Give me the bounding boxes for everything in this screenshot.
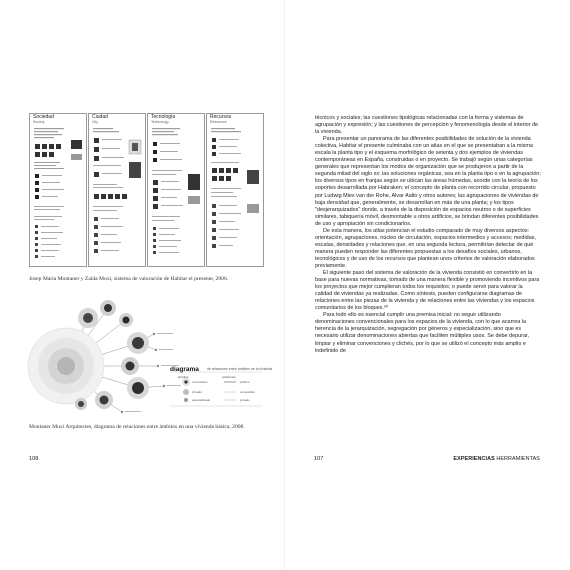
- card-title: Sociedad: [33, 114, 54, 120]
- card-subtitle: Resources: [210, 120, 227, 124]
- figure-caption-1: Josep Maria Montaner y Zaida Muxí, sistema de valoración de Habitar el presente, 2006.: [29, 276, 229, 282]
- legend-label: privado: [240, 398, 250, 402]
- page-number-left: 108: [29, 456, 39, 462]
- card-sociedad: [29, 113, 87, 267]
- card-ciudad-graphics: [89, 114, 145, 266]
- card-title: Recursos: [210, 114, 232, 120]
- card-subtitle: Technology: [151, 120, 169, 124]
- paragraph: técnicos y sociales; las cuestiones tipológicas relacionadas con la forma y sistemas de agrupación y expresión; y las cuestiones de percepción y fenomenología desde el interior de la vivienda.: [315, 115, 539, 136]
- page-number-right: 107: [314, 456, 324, 462]
- legend-label: privado: [192, 390, 202, 394]
- legend-label: comunitario: [192, 380, 208, 384]
- legend-label: especializado: [192, 398, 211, 402]
- legend-label: compartido: [240, 390, 255, 394]
- card-subtitle: City: [92, 120, 99, 124]
- right-page: [285, 0, 570, 570]
- diagram-subtitle: de relaciones entre ámbitos de la vivienda: [207, 367, 273, 371]
- legend-header-relaciones: relaciones: [222, 375, 236, 379]
- running-header: [453, 456, 540, 462]
- figure-caption-2: Montaner Muxí Arquitectes, diagrama de relaciones entre ámbitos en una vivienda básica, 2008.: [29, 424, 245, 430]
- card-recursos: [206, 113, 264, 267]
- paragraph: Para todo ello es esencial cumplir una premisa inicial: no seguir utilizando denominaciones convencionales para los espacios de la vivienda, con lo que acarrea la herencia de la jerarquización, segregación por géneros y especialización, sino que es necesario utilizar denominaciones abiertas que faciliten múltiples usos. Se debe depurar, limpiar y eliminar convenciones y clichés, por lo que se utilizó el concepto más amplio e indefinido de: [315, 312, 529, 354]
- card-title: Tecnología: [151, 114, 176, 120]
- paragraph: Para presentar un panorama de las diferentes posibilidades de solución de la vivienda colectiva, Habitar el presente culminaba con un atlas en el que se presentaban a la misma escala la planta tipo y el esquema morfológico de setenta y dos ejemplos de viviendas contemporáneas en España, construidas o en proyecto. Se trabajó según unas categorías generales que representan los modos de organización que se produjeron a partir de la segunda mitad del siglo xx: las soluciones orgánicas, sea en la planta tipo o en la agrupación; los diversos tipos en franjas según se ubican las áreas húmedas, acorde con la teoría de los soportes desarrollada por Habraken; el concepto de planta con recorrido circular, propuesto por Ludwig Mies van der Rohe, Alvar Aalto y otros autores; las agrupaciones de viviendas de baja densidad que, generalmente, se desarrollan en más de una planta; y los tipos "desjerarquizados" donde, a través de la disposición de espacios neutros o de superficies similares, tabiquería móvil, desmontable u otros artificios, se brindan diferentes posibilidades de uso y apropiación sin condicionarlos.: [315, 136, 541, 227]
- body-text: [315, 115, 541, 355]
- card-sociedad-graphics: [30, 114, 86, 266]
- card-tecnologia: [147, 113, 205, 267]
- card-subtitle: Society: [33, 120, 45, 124]
- paragraph: De esta manera, los atlas potencian el estudio comparado de muy diversos aspectos: orientación, agrupaciones, núcleo de circulación, espacios intermedios y accesos; medidas, escalas, densidades y relaciones que, en una segunda lectura, permitirían detectar de qué manera pueden responder las diferentes propuestas a los desafíos sociales, urbanos, tecnológicos y de uso de los recursos que plantean unos criterios de valoración elaborados previamente.: [315, 227, 536, 269]
- relations-bubble-diagram: [26, 288, 276, 423]
- section-label-bold: EXPERIENCIAS: [453, 456, 495, 462]
- card-ciudad: [88, 113, 146, 267]
- card-recursos-graphics: [207, 114, 263, 266]
- legend-label: público: [240, 380, 250, 384]
- card-tecnologia-graphics: [148, 114, 204, 266]
- legend-header-ambitos: ámbitos: [178, 375, 189, 379]
- valuation-cards: [29, 113, 262, 265]
- paragraph: El siguiente paso del sistema de valoración de la vivienda consistió en convertirlo en la base para nuevas normativas, tomado de una manera flexible y promoviendo incentivos para los proyectos que mejor cumplieran todos los requisitos; o puede servir para valorar la calidad de viviendas ya realizadas. Como síntesis, pueden configurarse diagramas de relaciones entre las piezas de la vivienda y de relaciones entre las viviendas y los espacios comunitarios de los bloques.²⁰: [315, 270, 540, 312]
- diagram-title: diagrama: [170, 366, 199, 373]
- section-label-rest: HERRAMIENTAS: [494, 456, 540, 462]
- card-title: Ciudad: [92, 114, 108, 120]
